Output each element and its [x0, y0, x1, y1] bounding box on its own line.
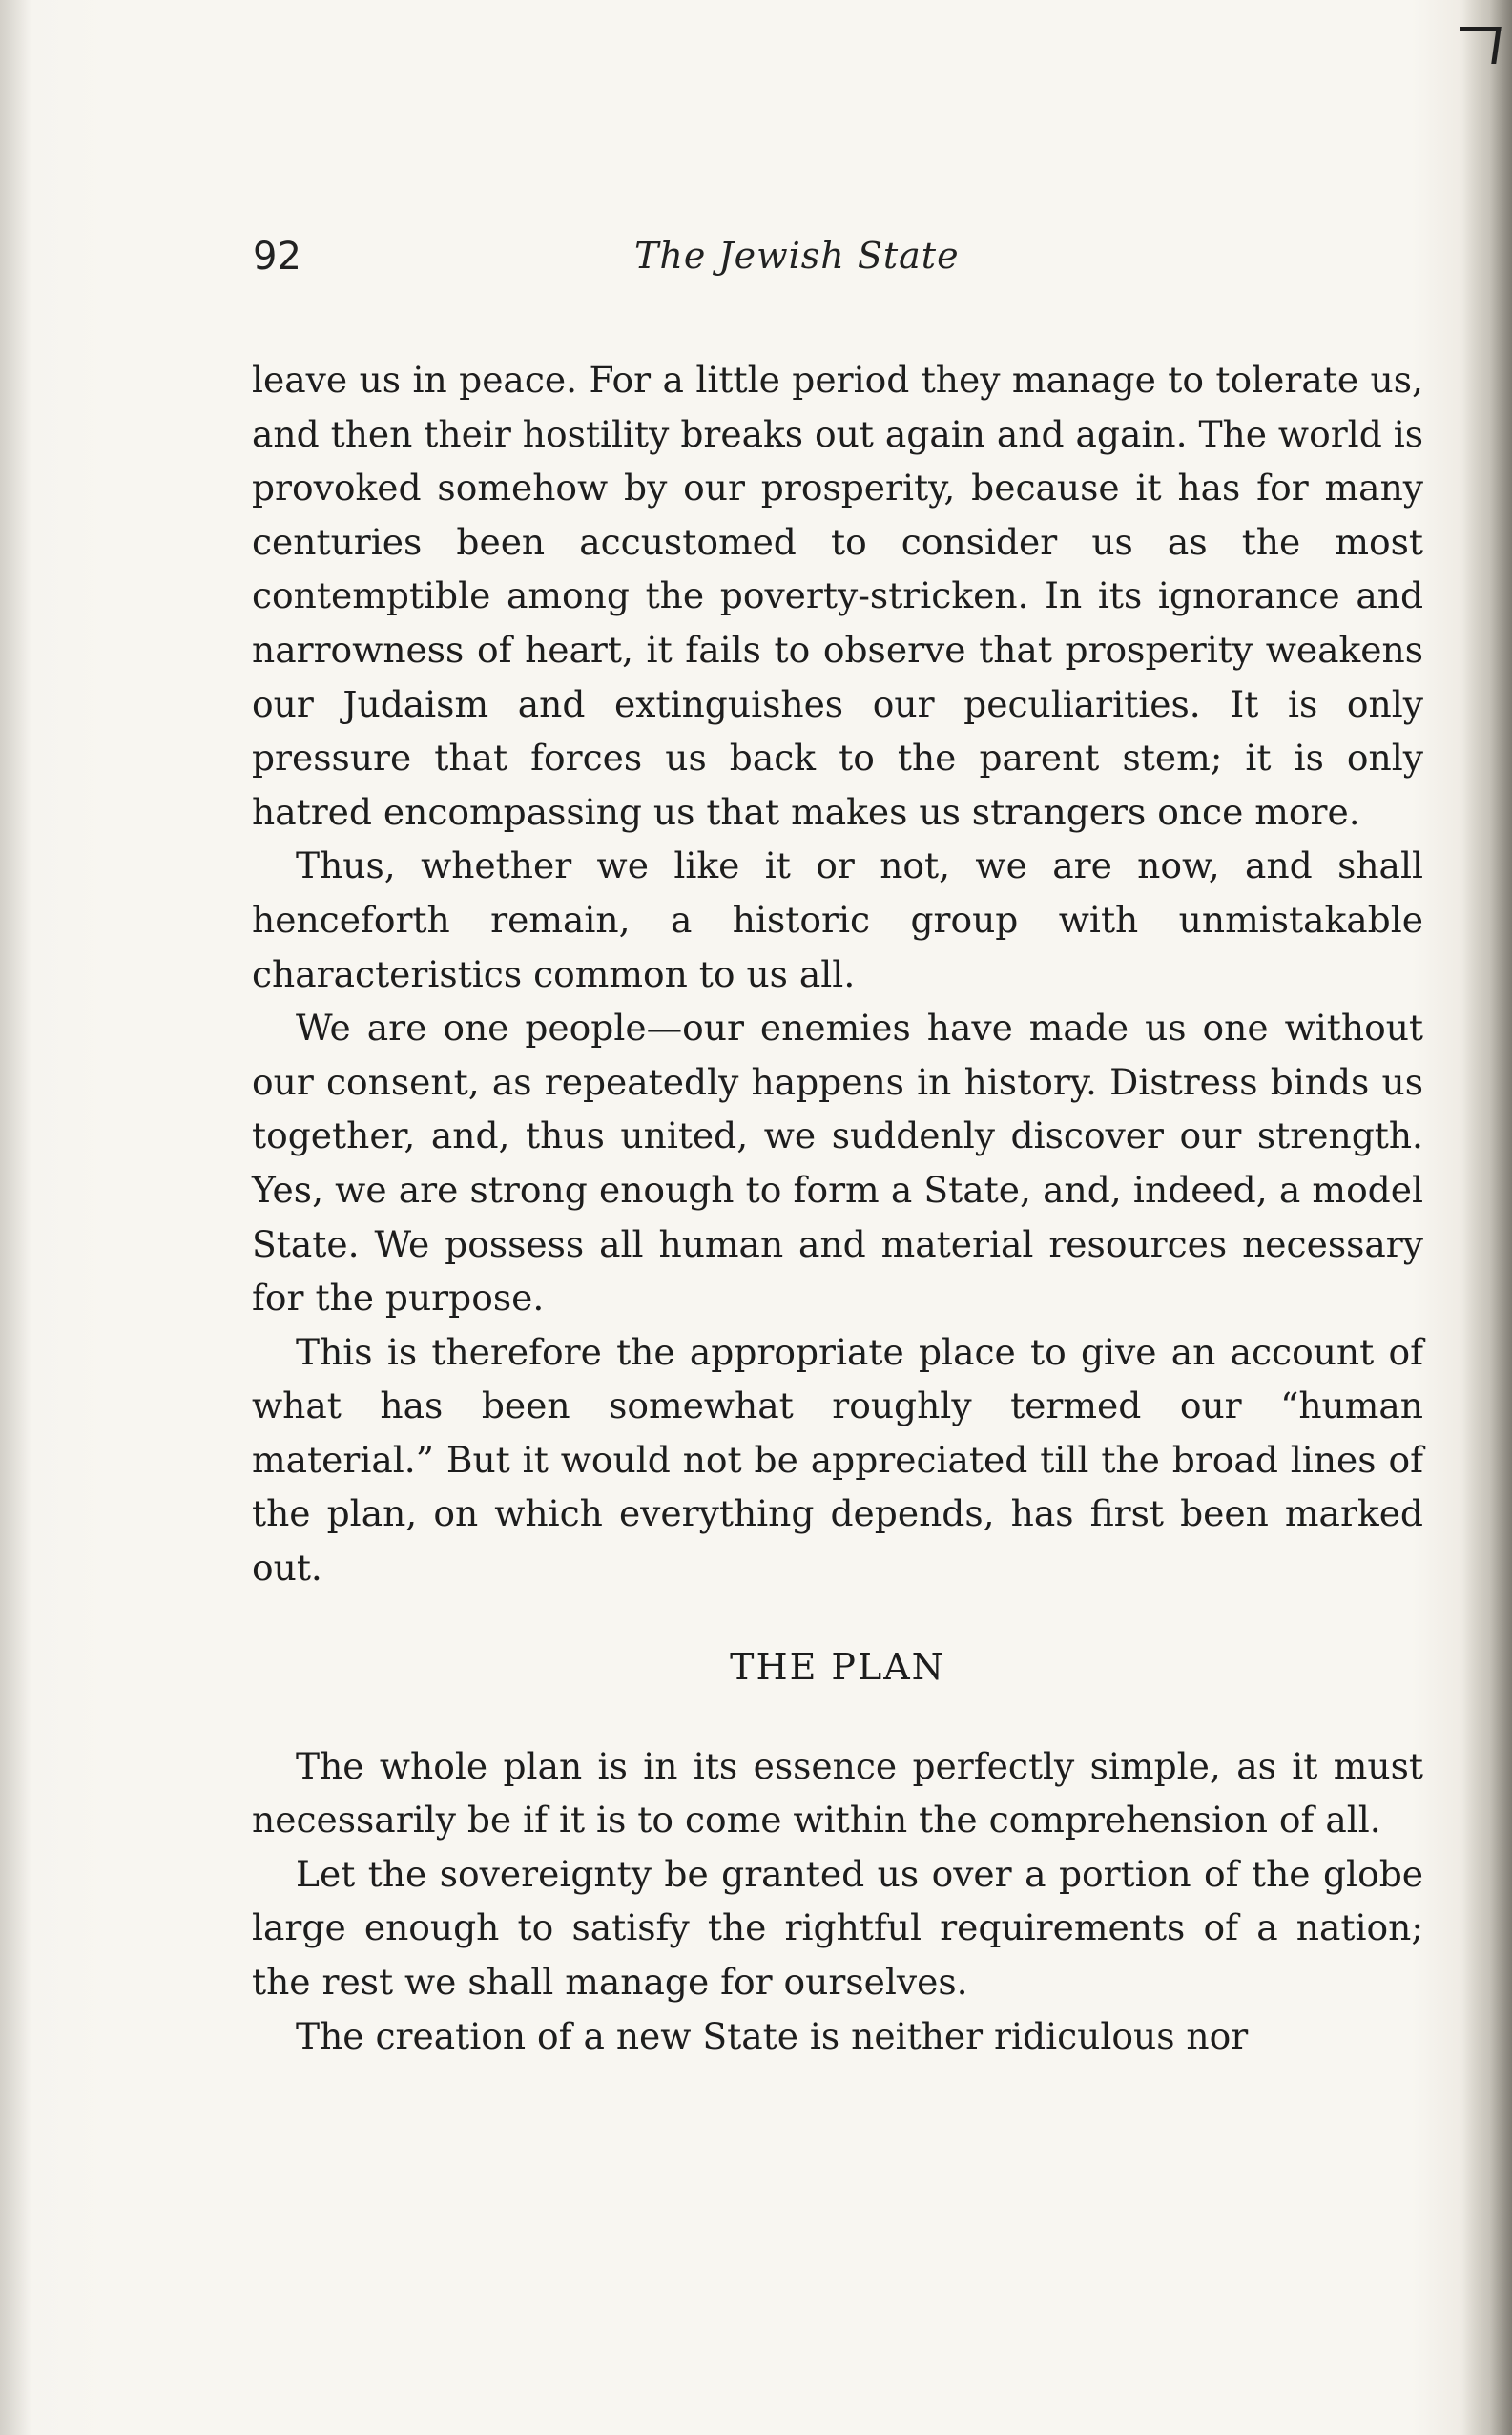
paragraph: Thus, whether we like it or not, we are now, and shall henceforth remain, a historic group with unmistakable characteristics common to us all. — [252, 844, 1423, 995]
running-title: The Jewish State — [634, 235, 960, 277]
section-heading: THE PLAN — [730, 1645, 945, 1688]
paragraph: We are one people—our enemies have made us one without our consent, as repeatedly happens in history. Distress binds us together, and, thus united, we suddenly discover our strength. Yes, we are strong enough to form a State, and, indeed, a model State. We possess all human and material resources necessary for the purpose. — [252, 1007, 1423, 1320]
paragraph: The creation of a new State is neither ridiculous nor — [296, 2014, 1249, 2057]
paragraph: Let the sovereignty be granted us over a portion of the globe large enough to satisfy the rightful requirements of a nation; the rest we shall manage for ourselves. — [252, 1852, 1423, 2004]
paragraph: leave us in peace. For a little period they manage to tolerate us, and then their hostility breaks out again and again. The world is provoked somehow by our prosperity, because it has for many centuries been accustomed to consider us as the most contemptible among the poverty-stricken. In its ignorance and narrowness of heart, it fails to observe that prosperity weakens our Judaism and extinguishes our peculiarities. It is only pressure that forces us back to the parent stem; it is only hatred encompassing us that makes us strangers once more. — [252, 359, 1423, 833]
page-number: 92 — [253, 235, 301, 279]
paragraph: This is therefore the appropriate place to give an account of what has been somewhat roughly termed our “human material.” But it would not be appreciated till the broad lines of the plan, on which everything depends, has first been marked out. — [252, 1330, 1423, 1590]
running-head — [0, 235, 1512, 302]
page-left-shadow — [0, 0, 32, 2435]
corner-mark — [1455, 27, 1501, 64]
page-edge-shadow — [1462, 0, 1512, 2435]
paragraph: The whole plan is in its essence perfectly simple, as it must necessarily be if it is to come within the comprehension of all. — [252, 1744, 1423, 1842]
body-text — [252, 353, 1423, 2063]
